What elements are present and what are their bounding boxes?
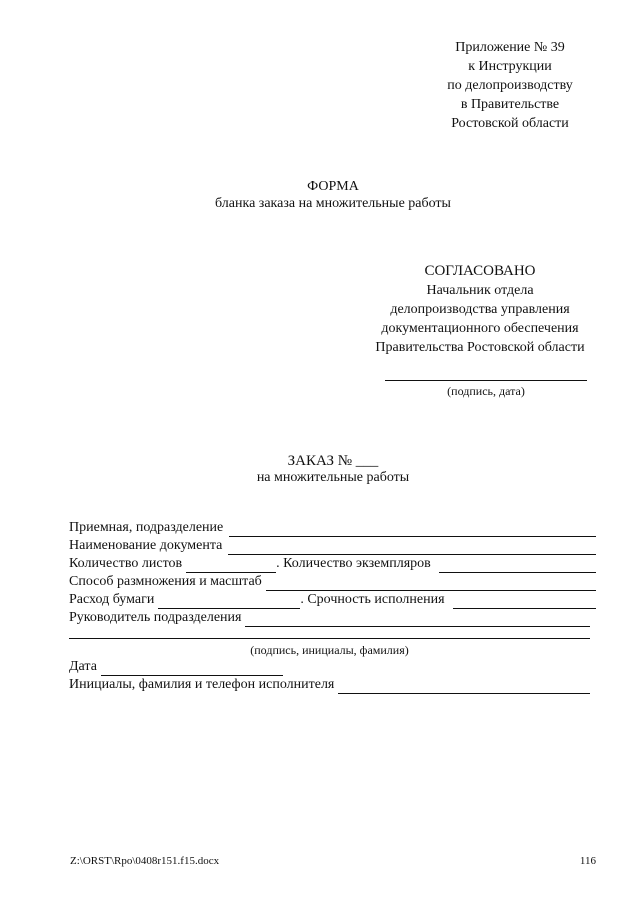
paper-row — [69, 591, 596, 609]
appendix-line: по делопроизводству — [447, 78, 573, 93]
urgency-label: . Срочность исполнения — [300, 592, 445, 607]
reproduction-row — [69, 573, 596, 591]
head-signature-caption: (подпись, инициалы, фамилия) — [250, 643, 409, 657]
paper-blank[interactable] — [158, 594, 300, 609]
sheet-count-row — [69, 555, 596, 573]
appendix-line: Ростовской области — [451, 116, 569, 131]
head-signature-line[interactable] — [69, 638, 590, 639]
executor-row — [69, 676, 596, 694]
order-subtitle: на множительные работы — [256, 470, 410, 485]
date-label: Дата — [69, 659, 97, 674]
form-title: ФОРМА — [307, 179, 359, 194]
appendix-line: в Правительстве — [460, 97, 560, 112]
head-label: Руководитель подразделения — [69, 610, 242, 625]
appendix-line: Приложение № 39 — [455, 40, 565, 55]
paper-label: Расход бумаги — [69, 592, 155, 607]
document-name-row — [69, 537, 596, 555]
approval-line: делопроизводства управления — [390, 302, 570, 317]
reproduction-label: Способ размножения и масштаб — [69, 574, 262, 589]
sheet-count-blank[interactable] — [186, 558, 276, 573]
head-blank[interactable] — [245, 612, 590, 627]
approval-signature-caption: (подпись, дата) — [447, 384, 525, 398]
approval-title: СОГЛАСОВАНО — [424, 263, 536, 279]
date-blank[interactable] — [101, 661, 283, 676]
executor-blank[interactable] — [338, 679, 590, 694]
reception-label: Приемная, подразделение — [69, 520, 224, 535]
order-fields — [69, 519, 596, 627]
head-row — [69, 609, 596, 627]
approval-line: Правительства Ростовской области — [375, 340, 585, 355]
reproduction-blank[interactable] — [266, 576, 596, 591]
date-row — [69, 658, 596, 676]
form-subtitle: бланка заказа на множительные работы — [215, 196, 451, 211]
sheet-count-label: Количество листов — [69, 556, 183, 571]
document-name-label: Наименование документа — [69, 538, 223, 553]
footer-file-path: Z:\ORST\Rpo\0408r151.f15.docx — [70, 855, 220, 867]
approval-signature-line — [385, 380, 587, 381]
executor-label: Инициалы, фамилия и телефон исполнителя — [69, 677, 335, 692]
appendix-block — [420, 38, 600, 133]
order-title: ЗАКАЗ № ___ — [287, 453, 379, 469]
urgency-blank[interactable] — [453, 594, 596, 609]
copies-count-label: . Количество экземпляров — [276, 556, 431, 571]
page-number: 116 — [579, 855, 596, 867]
copies-count-blank[interactable] — [439, 558, 596, 573]
approval-block — [360, 262, 600, 357]
reception-row — [69, 519, 596, 537]
order-fields-bottom — [69, 658, 596, 694]
approval-line: документационного обеспечения — [381, 321, 579, 336]
appendix-line: к Инструкции — [468, 59, 552, 74]
document-name-blank[interactable] — [228, 540, 596, 555]
approval-line: Начальник отдела — [426, 283, 534, 298]
reception-blank[interactable] — [229, 522, 596, 537]
